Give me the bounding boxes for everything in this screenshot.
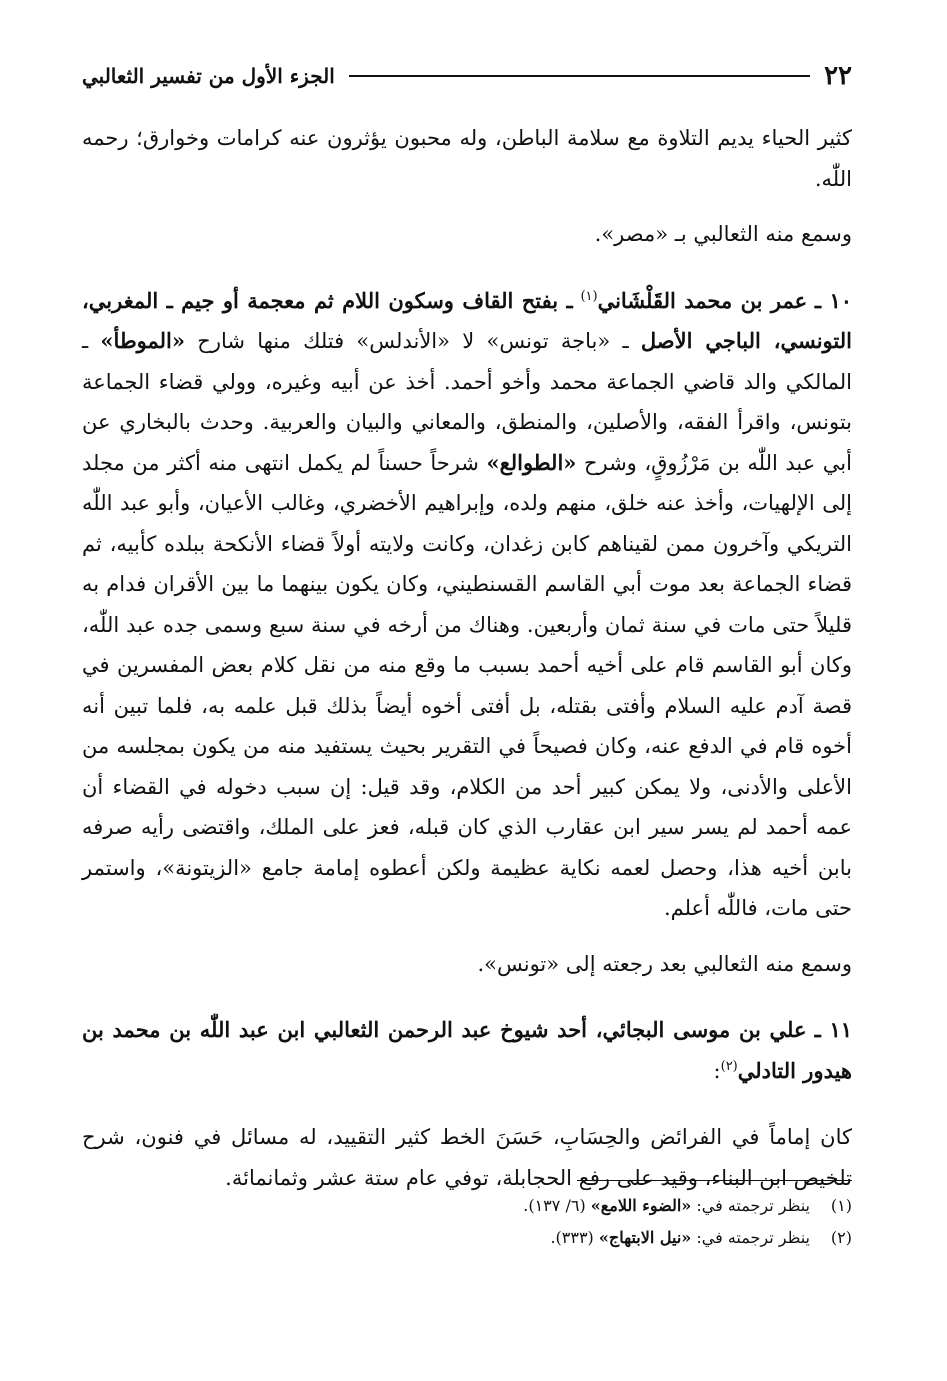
entry-10-heading-rest: ـ بفتح القاف وسكون اللام ثم معجمة أو جيم ـ المغربي، التونسي، الباجي الأصل: [82, 287, 852, 353]
entry-10-text-3: شرحاً حسناً لم يكمل انتهى منه أكثر من مجلد إلى الإلهيات، وأخذ عنه خلق، منهم ولده، وإبراهيم الأخضري، وغالب الأعيان، وأبو عبد اللّٰه التريكي وآخرون ممن لقيناهم كابن زغدان، وكانت ولايته أولاً قضاء الأنكحة ببلده كأبيه، ثم قضاء الجماعة بعد موت أبي القاسم القسنطيني، وكان يكون بينهما ما بين الأقران فدام به قليلاً حتى مات في سنة ثمان وأربعين. وهناك من أرخه في سنة سبع وسمى جده عبد اللّٰه، وكان أبو القاسم قام على أخيه أحمد بسبب ما وقع منه من نقل كلام بعض المفسرين في قصة آدم عليه السلام وأفتى بقتله، بل أفتى أخوه أيضاً بذلك قبل علمه به، فلما تبين أنه أخوه قام في الدفع عنه، وكان فصيحاً في التقرير بحيث يستفيد منه من يكون بمجلسه من الأعلى والأدنى، ولا يمكن كبير أحد من الكلام، وقد قيل: إن سبب دخوله في القضاء أن عمه أحمد لم يسر سير ابن عقارب الذي كان قبله، فعز على الملك، واقتضى رأيه صرفه بابن أخيه هذا، وحصل لعمه نكاية عظيمة ولكن أعطوه إمامة جامع «الزيتونة»، واستمر حتى مات، فاللّٰه أعلم.: [82, 450, 852, 920]
page-header: [82, 56, 852, 96]
entry-10-number: ١٠ ـ: [814, 287, 853, 313]
footnote-1: [82, 1190, 852, 1222]
footnote-1-source: «الضوء اللامع»: [590, 1196, 692, 1215]
footnote-ref-1: (١): [580, 288, 598, 304]
footnote-1-prefix: ينظر ترجمته في:: [696, 1196, 810, 1215]
entry-10-bold-tawali: «الطوالع»: [486, 449, 577, 475]
footnote-1-ref: (٦/ ١٣٧).: [523, 1196, 586, 1215]
footnote-2-ref: (٣٣٣).: [550, 1228, 594, 1247]
entry-10-bold-muwatta: «الموطأ»: [100, 328, 186, 353]
page-number: ٢٢: [824, 61, 852, 91]
paragraph-heard-tunis: وسمع منه الثعالبي بعد رجعته إلى «تونس».: [477, 951, 852, 976]
footnote-1-number: (١): [830, 1196, 852, 1215]
entry-11: [82, 1010, 852, 1091]
entry-11-heading: علي بن موسى البجائي، أحد شيوخ عبد الرحمن الثعالبي ابن عبد اللّٰه بن محمد بن هيدور التادلي: [82, 1017, 852, 1083]
entry-10-text-2: ـ المالكي والد قاضي الجماعة محمد وأخو أحمد. أخذ عن أبيه وغيره، وولي قضاء الجماعة بتونس، واقرأ الفقه، والأصلين، والمنطق، والمعاني والبيان والعربية. وحدث بالبخاري عن أبي عبد اللّٰه بن مَرْزُوقٍ، وشرح: [82, 329, 852, 475]
running-title: الجزء الأول من تفسير الثعالبي: [82, 64, 335, 88]
footnote-2-number: (٢): [830, 1228, 852, 1247]
page-body: [82, 118, 852, 1198]
footnotes: [82, 1190, 852, 1254]
entry-11-colon: :: [713, 1058, 721, 1083]
footnote-2-prefix: ينظر ترجمته في:: [696, 1228, 810, 1247]
footnote-2: [82, 1222, 852, 1254]
paragraph-heard-egypt: وسمع منه الثعالبي بـ «مصر».: [594, 222, 852, 246]
paragraph-continuation: كثير الحياء يديم التلاوة مع سلامة الباطن، وله محبون يؤثرون عنه كرامات وخوارق؛ رحمه اللّٰه.: [82, 126, 852, 191]
entry-11-number: ١١ ـ: [814, 1017, 852, 1042]
entry-10-name: عمر بن محمد القَلْشَاني: [597, 287, 808, 313]
footnote-rule: [577, 1180, 852, 1181]
entry-10: [82, 281, 852, 929]
footnote-ref-2: (٢): [720, 1058, 738, 1074]
header-rule: [349, 75, 810, 77]
footnote-2-source: «نيل الابتهاج»: [598, 1228, 692, 1247]
entry-11-text: كان إماماً في الفرائض والحِسَابِ، حَسَنَ الخط كثير التقييد، له مسائل في فنون، شرح تلخيص ابن البناء، وقيد على رفع الحجابلة، توفي عام ستة عشر وثمانمائة.: [82, 1125, 852, 1190]
entry-10-text-1: ـ «باجة تونس» لا «الأندلس» فتلك منها شارح: [197, 329, 629, 353]
